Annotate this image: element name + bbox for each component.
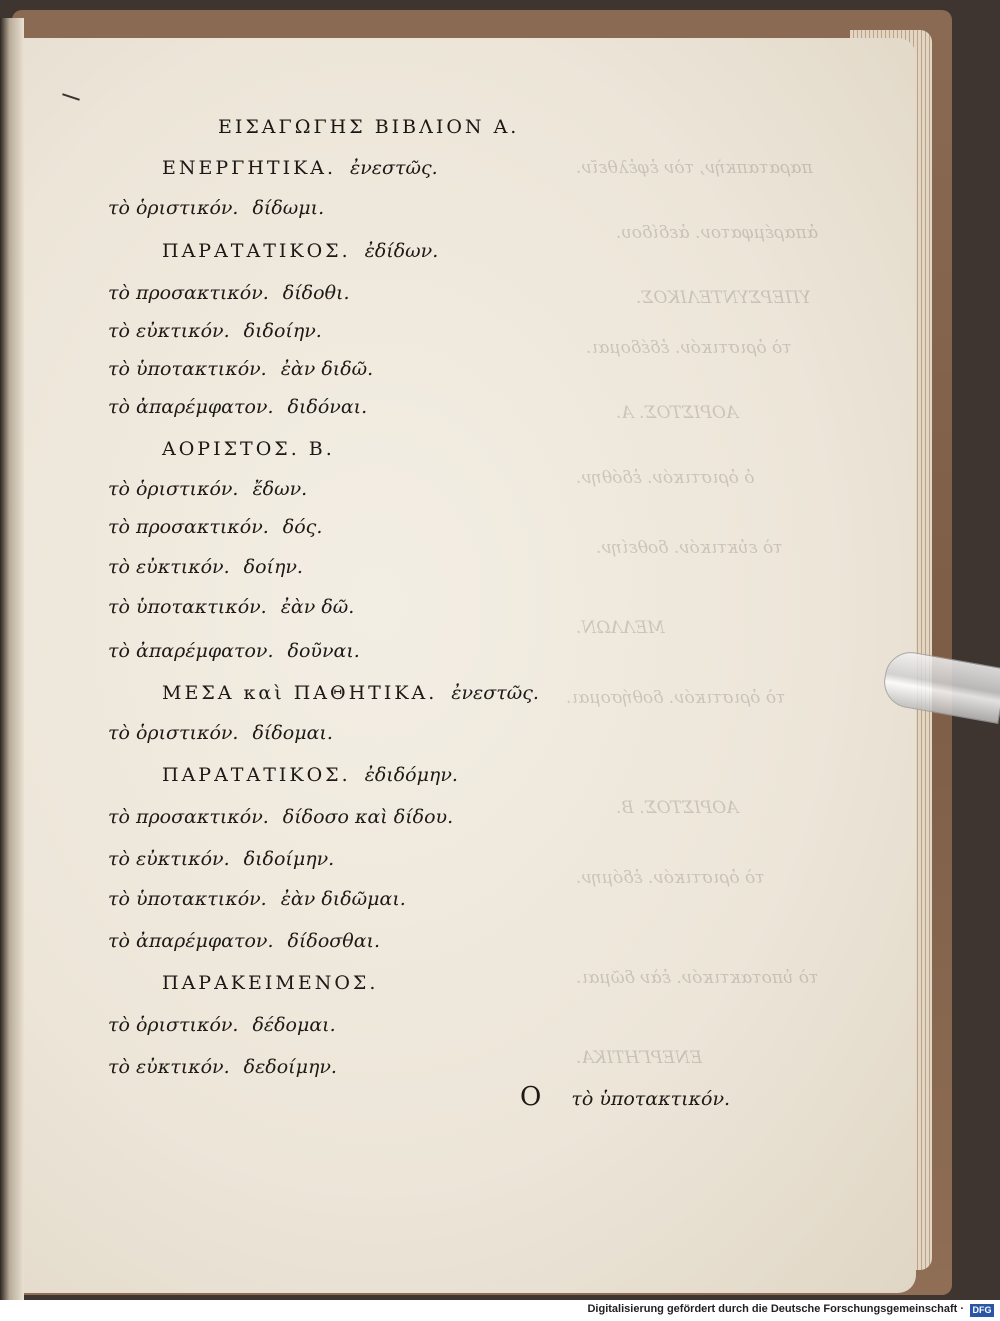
text-line: τὸ προσακτικόν. δός. — [108, 516, 323, 538]
text-line: τὸ εὐκτικόν. δοίην. — [108, 556, 303, 578]
text-line: τὸ ἀπαρέμφατον. δίδοσθαι. — [108, 930, 381, 952]
text-line: τὸ ὁριστικόν. ἔδων. — [108, 478, 308, 500]
text-line: τὸ εὐκτικόν. δεδοίμην. — [108, 1056, 337, 1078]
text-line: τὸ ὁριστικόν. δέδομαι. — [108, 1014, 336, 1036]
section-heading: ΑΟΡΙΣΤΟΣ. Β. — [162, 438, 335, 460]
text-line: τὸ ὁριστικόν. δίδομαι. — [108, 722, 333, 744]
running-header: ΕΙΣΑΓΩΓΗΣ ΒΙΒΛΙΟΝ Α. — [218, 116, 520, 138]
show-through-text: παραταπκὴν, τὸν ἐφἐλθεῖν. ἀπαρέμφατον. ἀεδίδου. ΥΠΕΡΣΥΝΤΕΛΙΚΟΣ. τὸ ὁριστικόν. ἐδέδομαι. ΑΟΡΙΣΤΟΣ. Α. ὁ ὁριστικόν. ἐδόθην. τὸ εὐκτικόν. δοθείην. ΜΕΛΛΩΝ. τὸ ὁριστικόν. δοθήσομαι. ΑΟΡΙΣΤΟΣ. Β. τὸ ὁριστικόν. ἐδόμην. τὸ ὑποτακτικόν. ἐὰν δῶμαι. ΕΝΕΡΓΗΤΙΚΑ. — [566, 158, 819, 1068]
section-heading: ΕΝΕΡΓΗΤΙΚΑ. ἐνεστῶς. — [162, 157, 438, 179]
text-line: τὸ ἀπαρέμφατον. διδόναι. — [108, 396, 368, 418]
catchword: τὸ ὑποτακτικόν. — [571, 1088, 731, 1110]
footer-bar — [0, 1300, 1000, 1321]
text-line: τὸ εὐκτικόν. διδοίην. — [108, 320, 322, 342]
text-line: τὸ εὐκτικόν. διδοίμην. — [108, 848, 335, 870]
section-heading: ΠΑΡΑΤΑΤΙΚΟΣ. ἐδιδόμην. — [162, 764, 458, 786]
dfg-logo: DFG — [970, 1304, 994, 1317]
text-line: τὸ ὑποτακτικόν. ἐὰν διδῶ. — [108, 358, 374, 380]
funding-credit: Digitalisierung gefördert durch die Deutsche Forschungsgemeinschaft · — [587, 1303, 964, 1315]
catchword-line — [520, 1082, 730, 1112]
text-line: τὸ ὁριστικόν. δίδωμι. — [108, 197, 325, 219]
text-line: τὸ ὑποτακτικόν. ἐὰν διδῶμαι. — [108, 888, 406, 910]
binding-edge — [0, 18, 24, 1300]
section-heading: ΜΕΣΑ καὶ ΠΑΘΗΤΙΚΑ. ἐνεστῶς. — [162, 682, 539, 704]
text-line: τὸ ὑποτακτικόν. ἐὰν δῶ. — [108, 596, 355, 618]
book-page — [16, 38, 916, 1293]
text-line: τὸ ἀπαρέμφατον. δοῦναι. — [108, 640, 360, 662]
text-line: τὸ προσακτικόν. δίδοθι. — [108, 282, 350, 304]
signature-mark: O — [520, 1082, 542, 1112]
text-line: τὸ προσακτικόν. δίδοσο καὶ δίδου. — [108, 806, 454, 828]
section-heading: ΠΑΡΑΤΑΤΙΚΟΣ. ἐδίδων. — [162, 240, 439, 262]
section-heading: ΠΑΡΑΚΕΙΜΕΝΟΣ. — [162, 972, 379, 994]
